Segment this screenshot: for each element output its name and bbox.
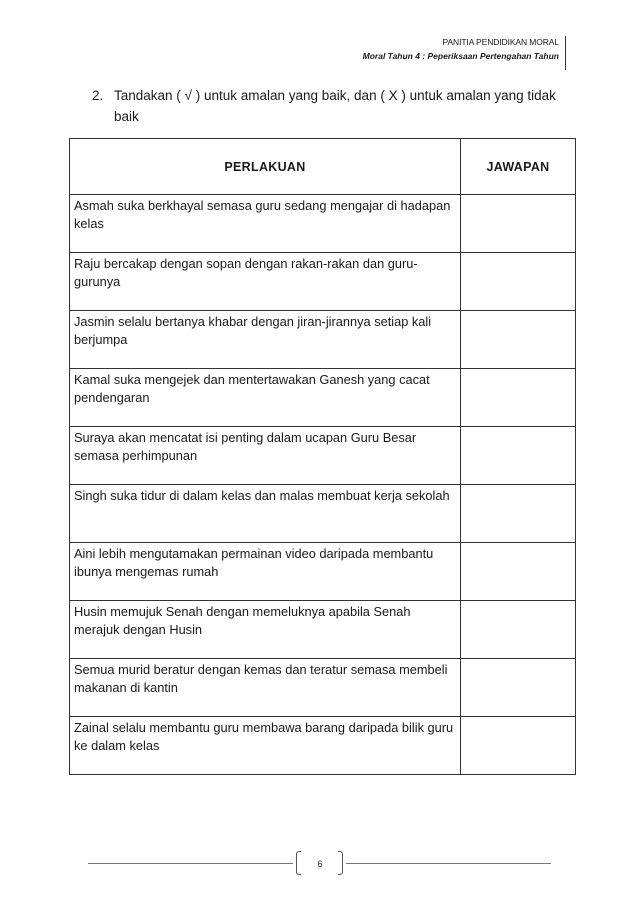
table-row xyxy=(70,543,576,601)
statement-cell: Raju bercakap dengan sopan dengan rakan-rakan dan guru-gurunya xyxy=(70,253,461,311)
table-row xyxy=(70,311,576,369)
answer-cell[interactable] xyxy=(461,427,576,485)
header-panel: PANITIA PENDIDIKAN MORAL xyxy=(442,37,559,47)
answer-cell[interactable] xyxy=(461,195,576,253)
statement-cell: Singh suka tidur di dalam kelas dan malas membuat kerja sekolah xyxy=(70,485,461,543)
table-row xyxy=(70,427,576,485)
question-text: Tandakan ( √ ) untuk amalan yang baik, dan ( X ) untuk amalan yang tidak baik xyxy=(114,88,556,124)
answer-table xyxy=(69,138,576,775)
footer-divider-left xyxy=(88,863,293,864)
answer-cell[interactable] xyxy=(461,369,576,427)
answer-cell[interactable] xyxy=(461,253,576,311)
answer-cell[interactable] xyxy=(461,601,576,659)
table-row xyxy=(70,195,576,253)
statement-cell: Aini lebih mengutamakan permainan video daripada membantu ibunya mengemas rumah xyxy=(70,543,461,601)
answer-cell[interactable] xyxy=(461,311,576,369)
statement-cell: Zainal selalu membantu guru membawa barang daripada bilik guru ke dalam kelas xyxy=(70,717,461,775)
statement-cell: Asmah suka berkhayal semasa guru sedang mengajar di hadapan kelas xyxy=(70,195,461,253)
table-row xyxy=(70,253,576,311)
header-perlakuan: PERLAKUAN xyxy=(70,139,461,195)
table-header-row xyxy=(70,139,576,195)
statement-cell: Kamal suka mengejek dan mentertawakan Ganesh yang cacat pendengaran xyxy=(70,369,461,427)
question-instruction xyxy=(92,85,562,127)
answer-cell[interactable] xyxy=(461,543,576,601)
answer-cell[interactable] xyxy=(461,717,576,775)
header-jawapan: JAWAPAN xyxy=(461,139,576,195)
table-row xyxy=(70,659,576,717)
question-number: 2. xyxy=(92,88,104,103)
header-subtitle: Moral Tahun 4 : Peperiksaan Pertengahan Tahun xyxy=(362,51,559,61)
page-number: 6 xyxy=(317,859,323,869)
statement-cell: Jasmin selalu bertanya khabar dengan jiran-jirannya setiap kali berjumpa xyxy=(70,311,461,369)
table-row xyxy=(70,485,576,543)
statement-cell: Semua murid beratur dengan kemas dan teratur semasa membeli makanan di kantin xyxy=(70,659,461,717)
table-row xyxy=(70,717,576,775)
statement-cell: Husin memujuk Senah dengan memeluknya apabila Senah merajuk dengan Husin xyxy=(70,601,461,659)
answer-cell[interactable] xyxy=(461,659,576,717)
table-row xyxy=(70,601,576,659)
answer-cell[interactable] xyxy=(461,485,576,543)
page-header xyxy=(363,36,566,70)
statement-cell: Suraya akan mencatat isi penting dalam ucapan Guru Besar semasa perhimpunan xyxy=(70,427,461,485)
footer-divider-right xyxy=(346,863,551,864)
table-row xyxy=(70,369,576,427)
